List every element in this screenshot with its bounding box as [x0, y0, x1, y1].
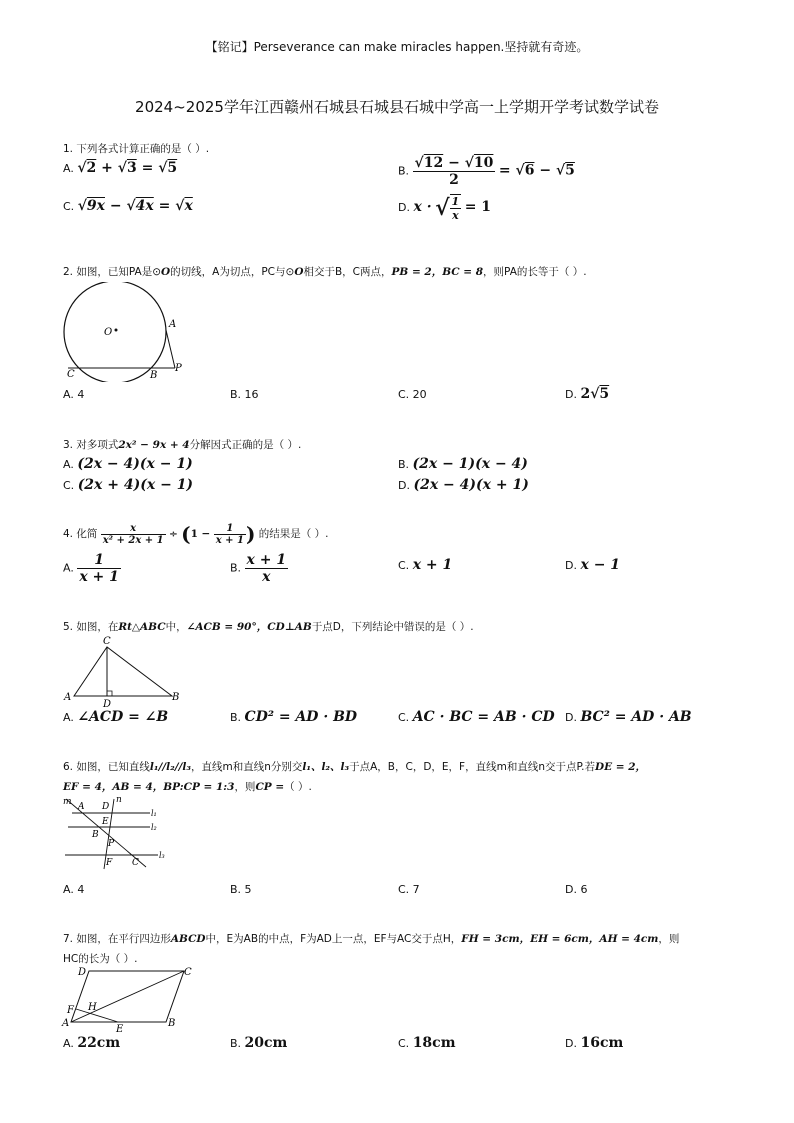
q5-option-c: C. AC · BC = AB · CD: [398, 709, 555, 725]
q5-right-angle-mark: [107, 691, 112, 696]
q7-label-e: E: [116, 1024, 124, 1035]
q1-option-d: D. x · √ $\frac{1}{x}$ = 1: [398, 195, 492, 222]
q1-stem: 1. 下列各式计算正确的是（ ）.: [63, 143, 210, 155]
q2-label-o: O: [104, 327, 113, 338]
q7-segment-ef: [76, 1009, 118, 1022]
q6-stem-line2: EF = 4，AB = 4，BP:CP = 1:3，则CP =（ ）.: [63, 781, 312, 793]
q2-circle-figure: [58, 282, 188, 382]
q2-circle: [64, 282, 166, 382]
q7-stem-line2: HC的长为（ ）.: [63, 953, 138, 965]
q4-option-c: C. x + 1: [398, 557, 453, 573]
q2-stem: 2. 如图，已知PA是⊙O的切线，A为切点，PC与⊙O相交于B，C两点，PB = 2，BC = 8，则PA的长等于（ ）.: [63, 266, 587, 278]
q1-b-fraction: $\frac{√12 - √10}{2}$: [414, 155, 494, 188]
q5-stem: 5. 如图，在Rt△ABC中，∠ACB = 90°，CD⊥AB于点D，下列结论中错误的是（ ）.: [63, 621, 474, 633]
q7-diagonal-ac: [71, 971, 184, 1022]
q1-c-expr: √9x − √4x = √x: [77, 198, 193, 214]
q6-label-a: A: [78, 802, 85, 812]
q7-label-b: B: [168, 1018, 176, 1029]
q2-center-dot: [115, 329, 118, 332]
q3-option-a: A. (2x − 4)(x − 1): [63, 456, 193, 472]
q7-stem-line1: 7. 如图，在平行四边形ABCD中，E为AB的中点，F为AD上一点，EF与AC交于点H，FH = 3cm，EH = 6cm，AH = 4cm，则: [63, 933, 680, 945]
q4-option-a: A. $\frac{1}{x + 1}$: [63, 552, 119, 585]
q5-label-c: C: [103, 636, 111, 647]
q6-label-m: m: [63, 797, 72, 807]
q2-label-b: B: [150, 370, 158, 381]
q6-stem-line1: 6. 如图，已知直线l₁//l₂//l₃，直线m和直线n分别交l₁、l₂、l₃于点A，B，C，D，E，F，直线m和直线n交于点P.若DE = 2，: [63, 761, 647, 773]
q5-triangle-figure: [62, 633, 187, 708]
q7-label-d: D: [78, 967, 87, 978]
motto: 【铭记】Perseverance can make miracles happen.坚持就有奇迹。: [205, 40, 589, 54]
q5-label-b: B: [172, 692, 180, 703]
q7-label-f: F: [67, 1005, 74, 1016]
q1-option-c: [63, 198, 193, 214]
q1-option-a: [63, 160, 177, 176]
q3-option-b: B. (2x − 1)(x − 4): [398, 456, 528, 472]
q2-option-b: B. 16: [230, 388, 259, 401]
q5-option-d: D. BC² = AD · AB: [565, 709, 692, 725]
q7-option-c: C. 18cm: [398, 1035, 456, 1051]
q5-option-b: B. CD² = AD · BD: [230, 709, 358, 725]
q3-option-d: D. (2x − 4)(x + 1): [398, 477, 529, 493]
q3-option-c: C. (2x + 4)(x − 1): [63, 477, 194, 493]
q6-label-l3: l₃: [159, 851, 165, 860]
q6-option-c: C. 7: [398, 883, 420, 896]
q3-stem: 3. 对多项式2x² − 9x + 4分解因式正确的是（ ）.: [63, 439, 302, 451]
q5-triangle: [74, 647, 172, 696]
q1-a-label: A.: [63, 162, 74, 175]
q6-label-e: E: [102, 817, 109, 827]
q4-option-d: D. x − 1: [565, 557, 621, 573]
q1-a-expr: √2 + √3 = √5: [77, 160, 178, 176]
q7-label-h: H: [88, 1002, 97, 1013]
page-title: 2024~2025学年江西赣州石城县石城县石城中学高一上学期开学考试数学试卷: [135, 98, 659, 116]
q7-label-a: A: [62, 1018, 70, 1029]
q6-label-l2: l₂: [151, 823, 157, 832]
q2-label-p: P: [175, 363, 182, 374]
q1-d-fraction: $\frac{1}{x}$: [451, 195, 460, 222]
q2-label-a: A: [169, 319, 177, 330]
q2-tangent: [166, 330, 175, 368]
q1-d-label: D.: [398, 201, 410, 214]
q2-option-c: C. 20: [398, 388, 427, 401]
q6-label-n: n: [116, 795, 122, 805]
q5-option-a: A. ∠ACD = ∠B: [63, 709, 169, 725]
q1-option-b: B. $\frac{√12 - √10}{2}$ = √6 − √5: [398, 155, 575, 188]
q6-label-c: C: [132, 858, 139, 868]
q7-option-b: B. 20cm: [230, 1035, 288, 1051]
q7-label-c: C: [184, 967, 192, 978]
q6-label-b: B: [92, 830, 99, 840]
q2-option-d: D. 2√5: [565, 386, 610, 402]
q2-label-c: C: [67, 369, 75, 380]
q6-label-l1: l₁: [151, 809, 157, 818]
q7-parallelogram-figure: [60, 963, 195, 1035]
q4-frac-1: $\frac{x}{\text{x² + 2x + 1}}$: [102, 522, 164, 546]
q5-label-d: D: [103, 699, 112, 708]
q5-label-a: A: [64, 692, 72, 703]
q4-option-b: B. $\frac{x + 1}{x}$: [230, 552, 287, 585]
q7-option-d: D. 16cm: [565, 1035, 624, 1051]
q6-label-f: F: [106, 858, 113, 868]
q4-frac-2: $\frac{1}{x + 1}$: [215, 522, 244, 546]
q1-c-label: C.: [63, 200, 75, 213]
q6-parallel-lines-figure: [60, 793, 175, 871]
q6-label-p: P: [108, 839, 115, 849]
q6-option-a: A. 4: [63, 883, 85, 896]
q4-stem: 4. 化简 $\frac{x}{\text{x² + 2x + 1}}$ ÷ (1 − $\frac{1}{x + 1}$ ) 的结果是（ ）.: [63, 522, 329, 546]
q6-option-d: D. 6: [565, 883, 588, 896]
q2-option-a: A. 4: [63, 388, 85, 401]
q6-option-b: B. 5: [230, 883, 252, 896]
q6-label-d: D: [102, 802, 110, 812]
q7-option-a: A. 22cm: [63, 1035, 121, 1051]
q1-b-label: B.: [398, 164, 410, 178]
